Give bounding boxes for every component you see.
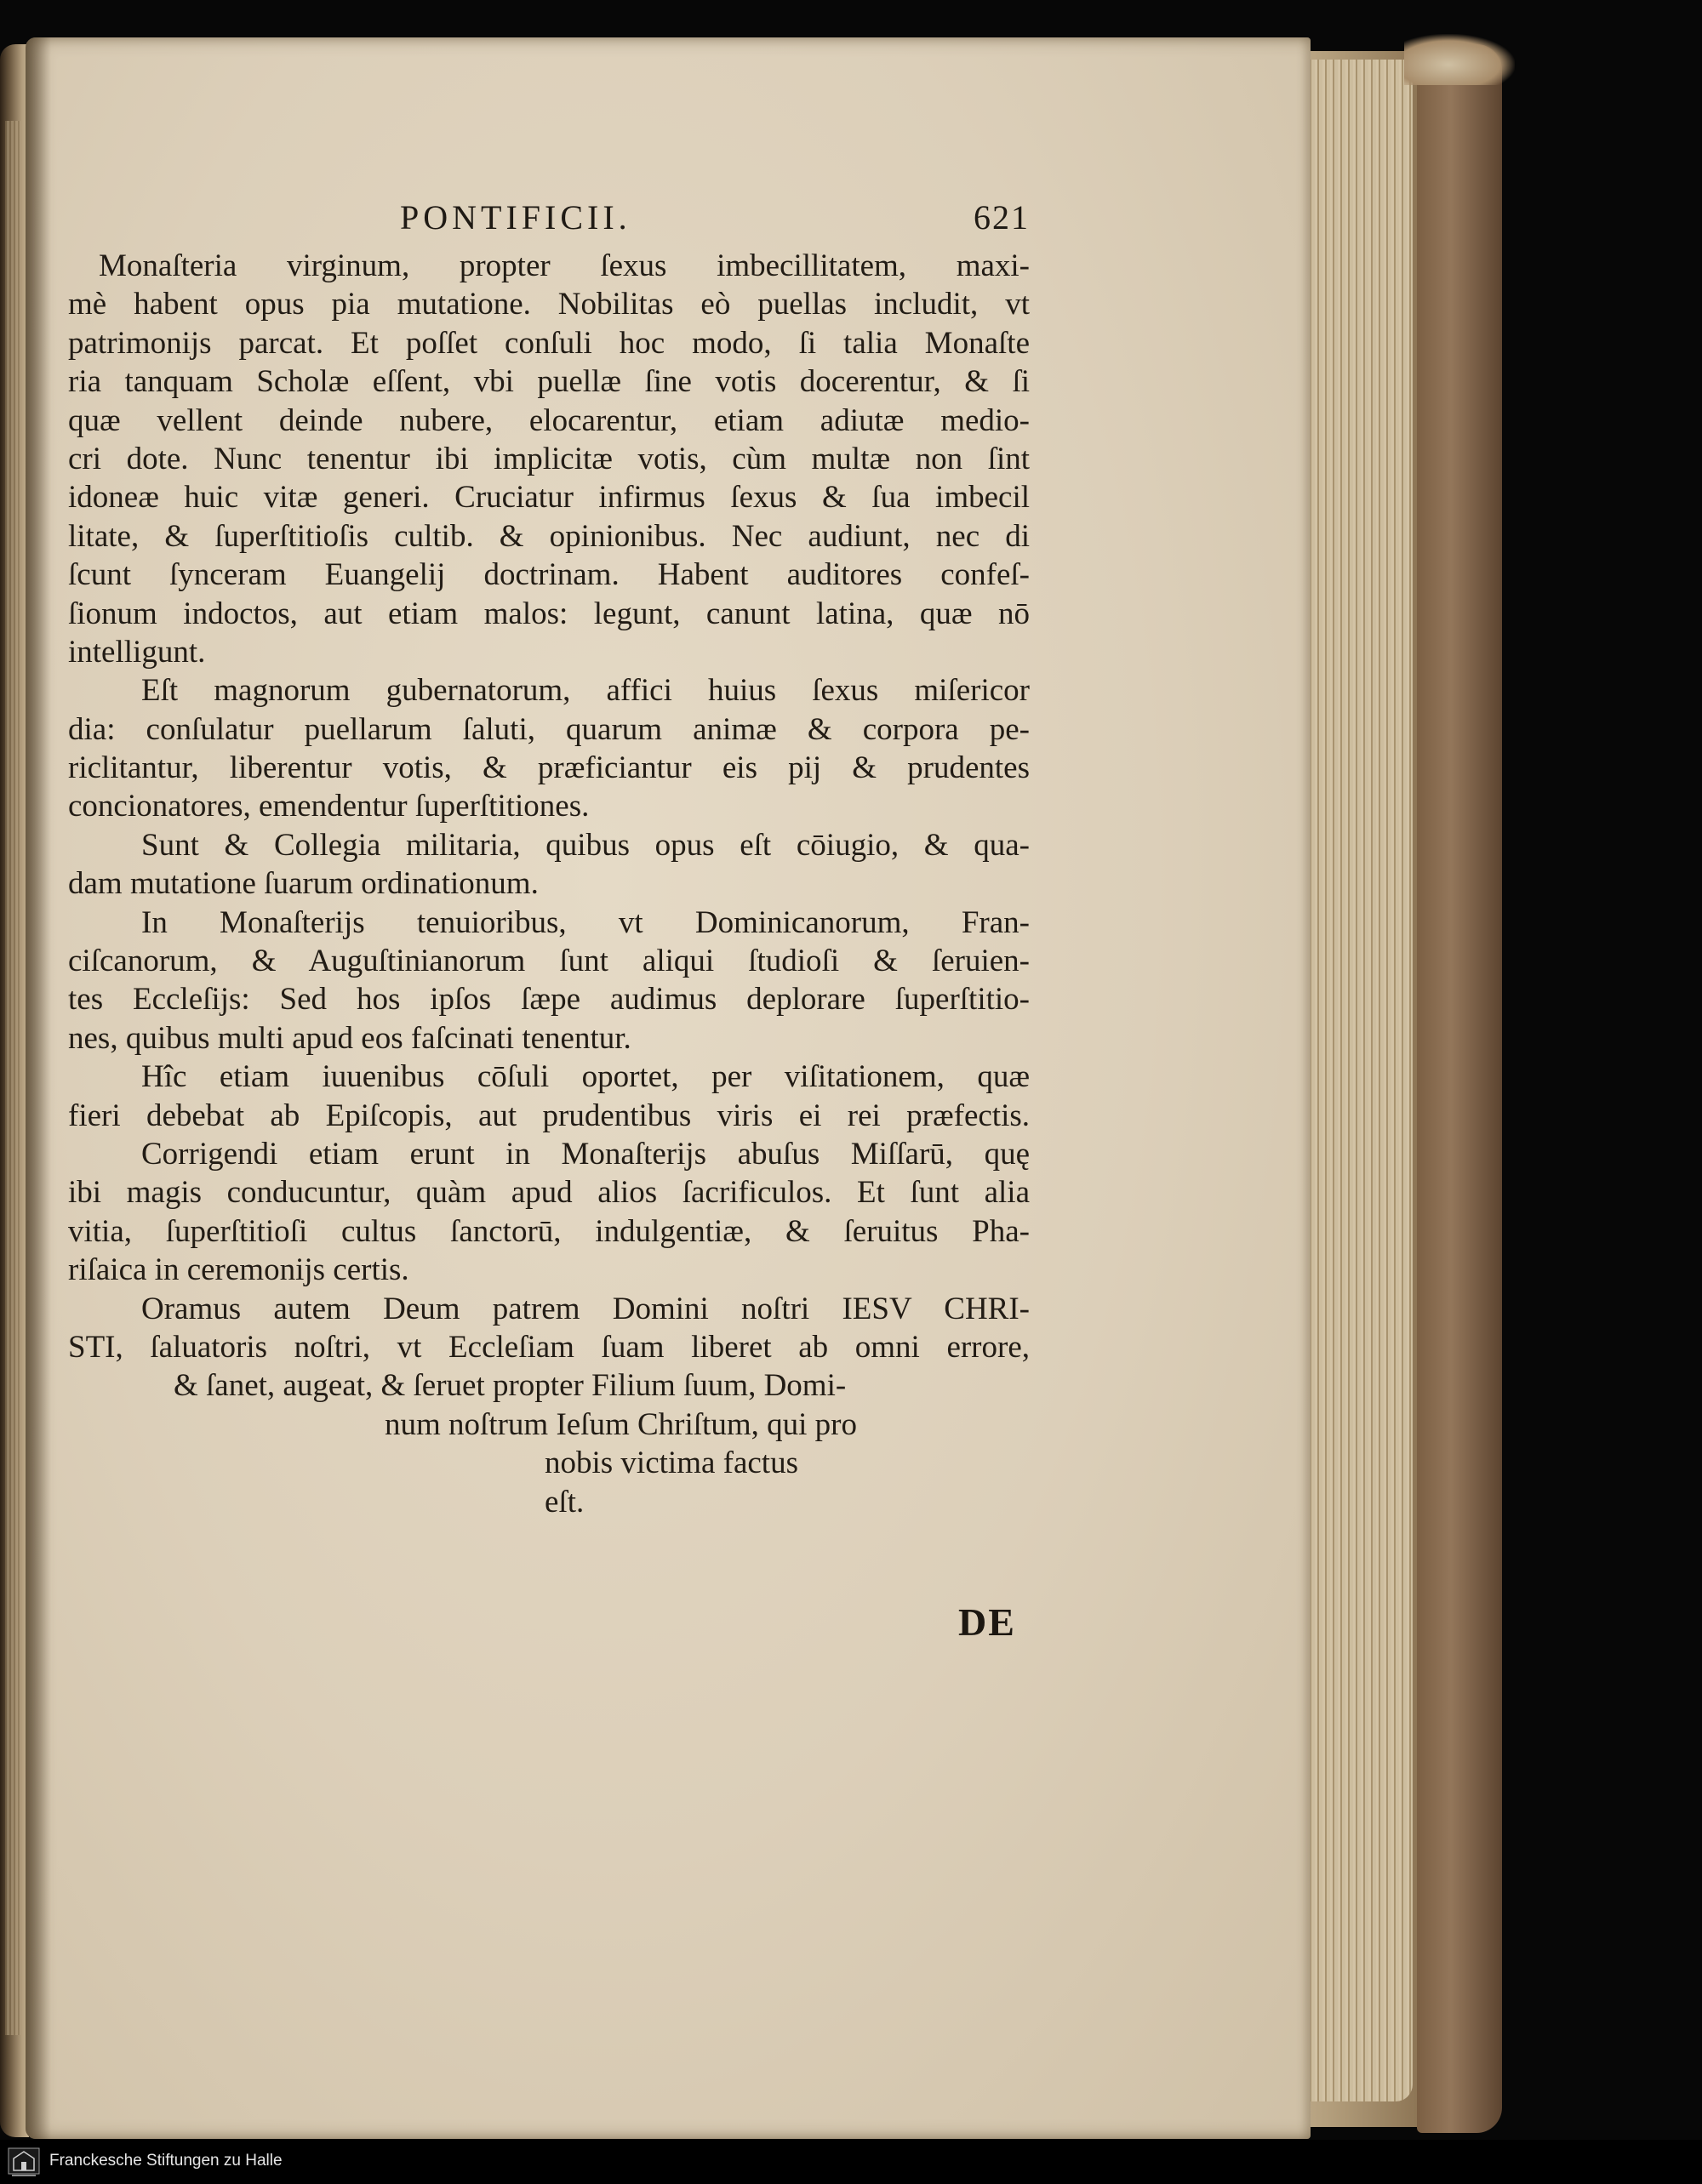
text-line: riclitantur, liberentur votis, & præficiantur eis pij & prudentes: [68, 750, 1030, 786]
text-line: patrimonijs parcat. Et poſſet conſuli hoc modo, ſi talia Monaſte: [68, 325, 1030, 361]
cover-board: [1417, 44, 1502, 2133]
text-line: mè habent opus pia mutatione. Nobilitas eò puellas includit, vt: [68, 287, 1030, 322]
text-line: nes, quibus multi apud eos faſcinati tenentur.: [68, 1020, 631, 1056]
text-line: dia: conſulatur puellarum ſaluti, quarum animæ & corpora pe-: [68, 711, 1030, 747]
page-number: 621: [974, 198, 1030, 237]
text-line: concionatores, emendentur ſuperſtitiones.: [68, 789, 590, 824]
running-head-title: PONTIFICII.: [400, 198, 631, 237]
text-line: In Monaſterijs tenuioribus, vt Dominicanorum, Fran-: [141, 904, 1030, 940]
text-line: Corrigendi etiam erunt in Monaſterijs abuſus Miſſarū, quę: [141, 1136, 1030, 1172]
text-line: ſcunt ſynceram Euangelij doctrinam. Habent auditores confeſ-: [68, 557, 1030, 593]
text-line: Eſt magnorum gubernatorum, affici huius ſexus miſericor: [141, 673, 1030, 709]
institution-logo-icon: [7, 2147, 41, 2179]
text-line: intelligunt.: [68, 634, 206, 670]
body-text: [68, 247, 1030, 1521]
page-edges: [5, 121, 20, 2035]
running-head: [400, 197, 1030, 243]
cover-frayed-corner: [1404, 34, 1515, 85]
text-line: dam mutatione ſuarum ordinationum.: [68, 866, 539, 902]
text-line: riſaica in ceremonijs certis.: [68, 1252, 409, 1288]
text-line: fieri debebat ab Epiſcopis, aut prudentibus viris ei rei præfectis.: [68, 1098, 1030, 1133]
institution-name: Franckesche Stiftungen zu Halle: [49, 2152, 283, 2170]
book-page: [26, 37, 1311, 2139]
text-line: nobis victima factus: [545, 1446, 798, 1481]
text-line: vitia, ſuperſtitioſi cultus ſanctorū, indulgentiæ, & ſeruitus Pha-: [68, 1213, 1030, 1249]
text-line: eſt.: [545, 1484, 585, 1520]
text-line: litate, & ſuperſtitioſis cultib. & opinionibus. Nec audiunt, nec di: [68, 518, 1030, 554]
text-line: ria tanquam Scholæ eſſent, vbi puellæ ſine votis docerentur, & ſi: [68, 364, 1030, 400]
text-line: num noſtrum Ieſum Chriſtum, qui pro: [385, 1406, 857, 1442]
text-line: cri dote. Nunc tenentur ibi implicitæ votis, cùm multæ non ſint: [68, 441, 1030, 476]
catchword: DE: [958, 1600, 1016, 1644]
text-line: quæ vellent deinde nubere, elocarentur, etiam adiutæ medio-: [68, 402, 1030, 438]
text-line: Hîc etiam iuuenibus cōſuli oportet, per viſitationem, quæ: [141, 1059, 1030, 1095]
text-line: Oramus autem Deum patrem Domini noſtri IESV CHRI-: [141, 1291, 1030, 1326]
text-line: & ſanet, augeat, & ſeruet propter Filium ſuum, Domi-: [174, 1368, 847, 1404]
text-line: ibi magis conducuntur, quàm apud alios ſacrificulos. Et ſunt alia: [68, 1175, 1030, 1211]
text-line: Sunt & Collegia militaria, quibus opus eſt cōiugio, & qua-: [141, 827, 1030, 863]
footer-bar: [0, 2140, 1702, 2184]
text-line: tes Eccleſijs: Sed hos ipſos ſæpe audimus deplorare ſuperſtitio-: [68, 982, 1030, 1018]
text-line: idoneæ huic vitæ generi. Cruciatur infirmus ſexus & ſua imbecil: [68, 480, 1030, 516]
text-line: ciſcanorum, & Auguſtinianorum ſunt aliqui ſtudioſi & ſeruien-: [68, 944, 1030, 979]
text-line: ſionum indoctos, aut etiam malos: legunt, canunt latina, quæ nō: [68, 596, 1030, 631]
text-line: Monaſteria virginum, propter ſexus imbecillitatem, maxi-: [99, 248, 1030, 283]
page-gutter-shadow: [26, 37, 51, 2139]
previous-page-edge: [0, 44, 29, 2137]
text-line: STI, ſaluatoris noſtri, vt Eccleſiam ſuam liberet ab omni errore,: [68, 1329, 1030, 1365]
